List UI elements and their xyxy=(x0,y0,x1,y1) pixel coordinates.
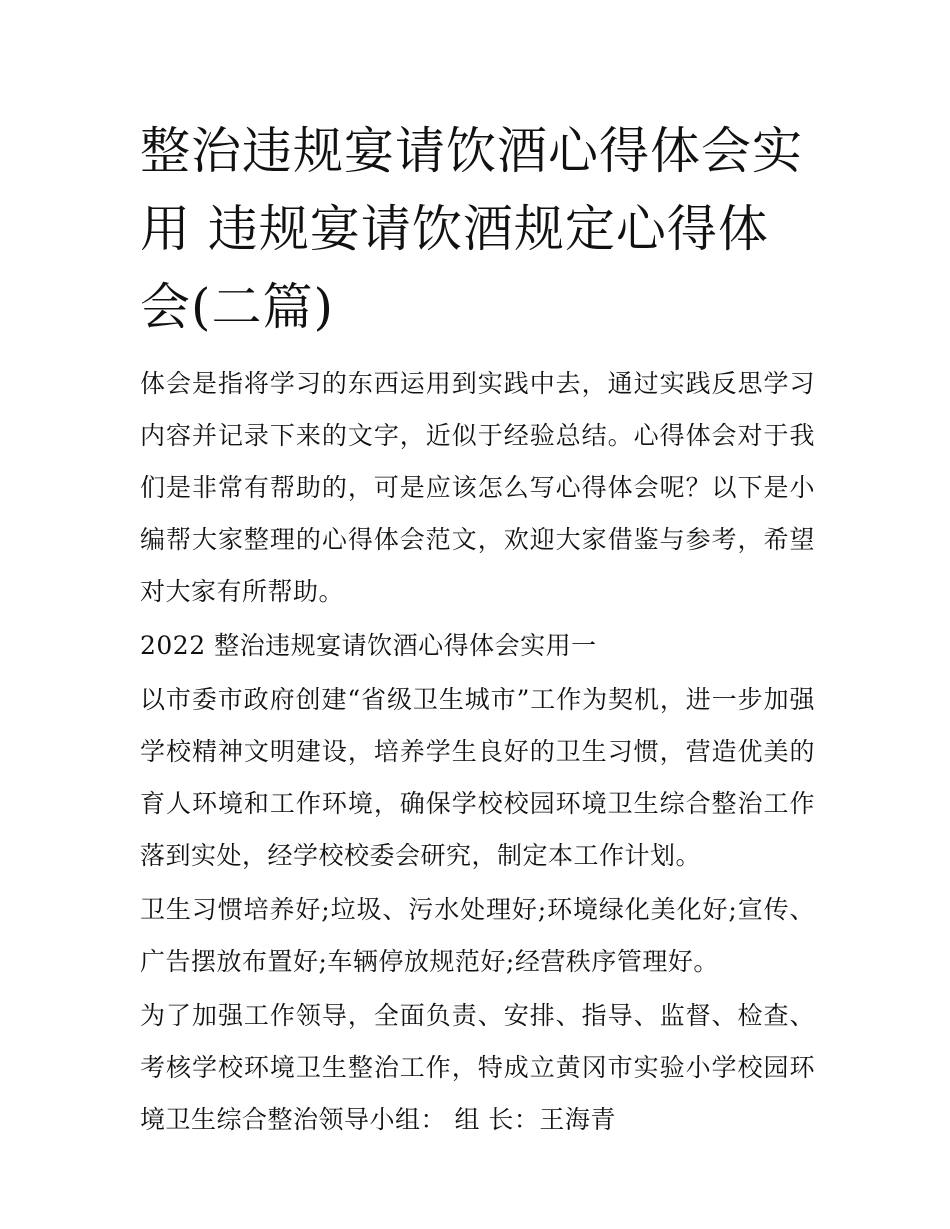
body-paragraph: 以市委市政府创建“省级卫生城市”工作为契机，进一步加强学校精神文明建设，培养学生良好的卫生习惯，营造优美的育人环境和工作环境，确保学校校园环境卫生综合整治工作落到实处，经学校校委会研究，制定本工作计划。 xyxy=(140,685,815,870)
body-paragraph: 卫生习惯培养好;垃圾、污水处理好;环境绿化美化好;宣传、广告摆放布置好;车辆停放规范好;经营秩序管理好。 xyxy=(140,895,815,976)
section-heading: 2022 整治违规宴请饮酒心得体会实用一 xyxy=(140,631,597,660)
document-page xyxy=(140,112,815,1146)
body-paragraph: 为了加强工作领导，全面负责、安排、指导、监督、检查、考核学校环境卫生整治工作，特成立黄冈市实验小学校园环境卫生综合整治领导小组： 组 长：王海青 xyxy=(140,1001,815,1134)
document-title: 整治违规宴请饮酒心得体会实用 违规宴请饮酒规定心得体会(二篇) xyxy=(140,122,803,336)
intro-paragraph: 体会是指将学习的东西运用到实践中去，通过实践反思学习内容并记录下来的文字，近似于经验总结。心得体会对于我们是非常有帮助的，可是应该怎么写心得体会呢？以下是小编帮大家整理的心得体会范文，欢迎大家借鉴与参考，希望对大家有所帮助。 xyxy=(140,369,815,606)
